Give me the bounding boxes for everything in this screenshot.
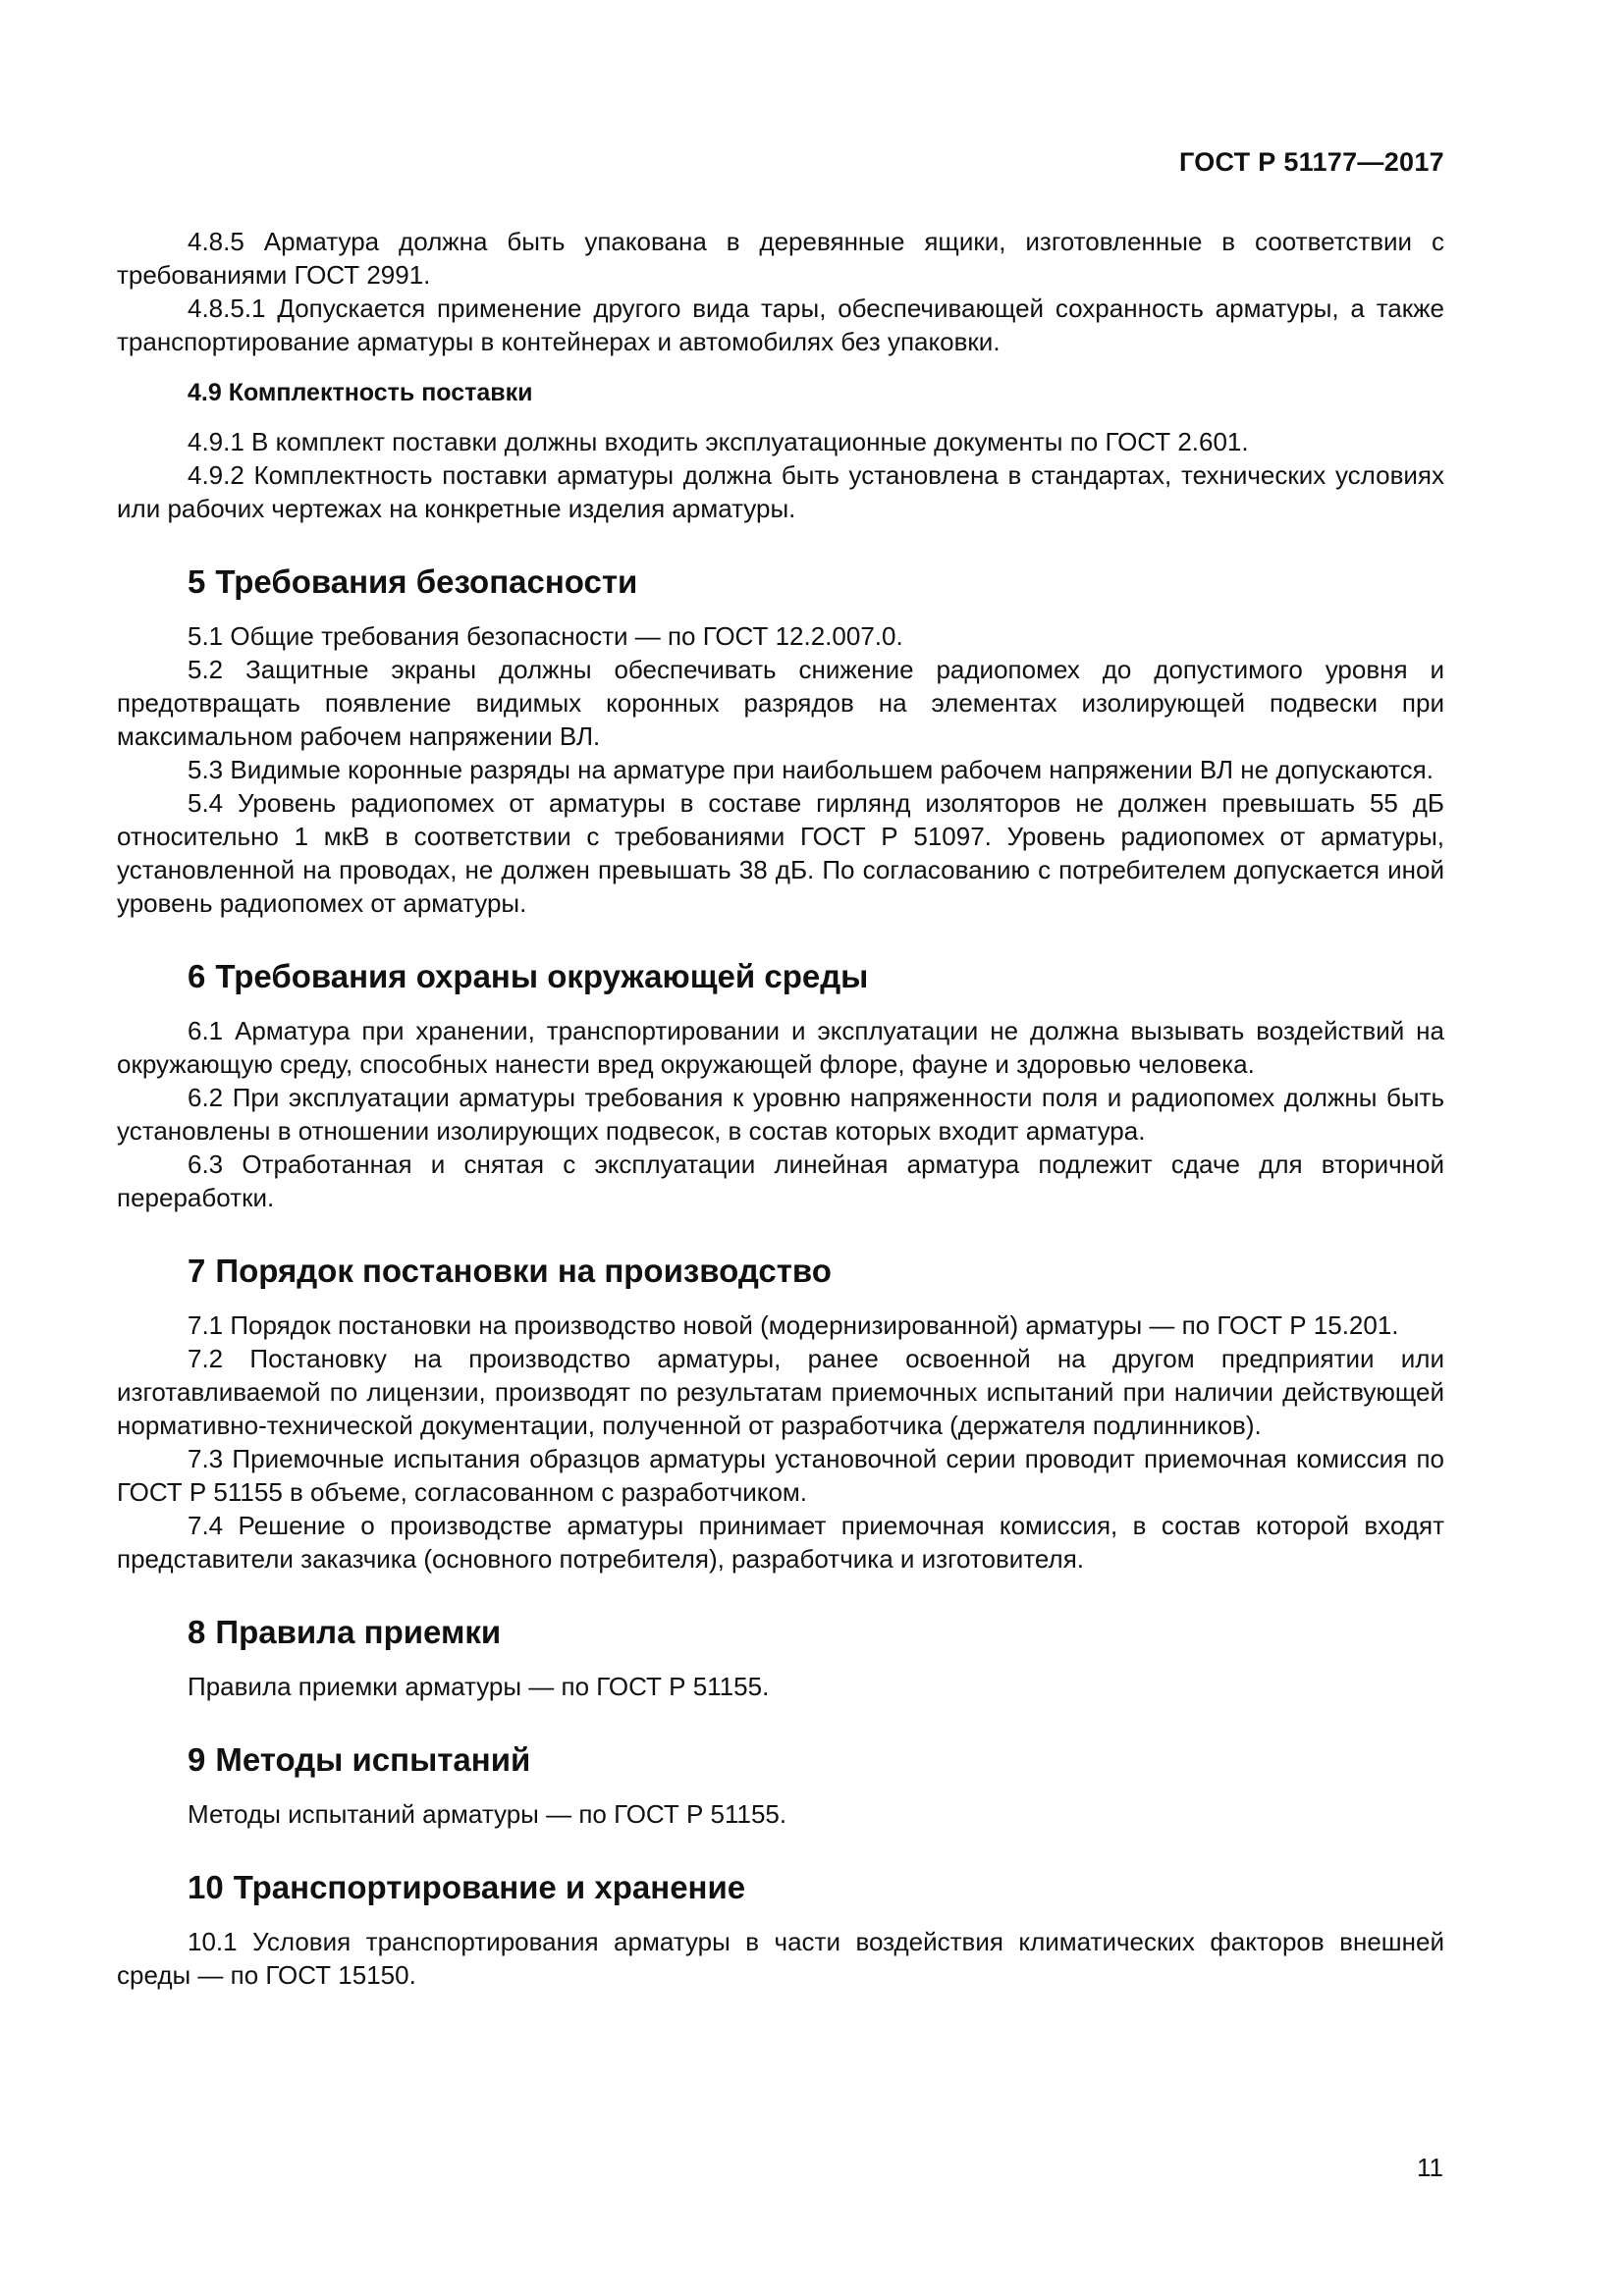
section-number: 9 [188,1741,206,1778]
paragraph-4-8-5-1: 4.8.5.1 Допускается применение другого вида тары, обеспечивающей сохранность арматуры, а также транспортирование арматуры в контейнерах и автомобилях без упаковки. [117,294,1444,356]
paragraph-4-9-1: 4.9.1 В комплект поставки должны входить эксплуатационные документы по ГОСТ 2.601. [188,427,1249,456]
paragraph-9: Методы испытаний арматуры — по ГОСТ Р 51155. [188,1799,787,1829]
page-number: 11 [1417,2153,1443,2182]
subsection-heading-4-9: 4.9 Комплектность поставки [188,379,533,406]
paragraph-5-2: 5.2 Защитные экраны должны обеспечивать снижение радиопомех до допустимого уровня и предотвращать появление видимых коронных разрядов на элементах изолирующей подвески при максимальном рабочем напряжении ВЛ. [117,655,1444,751]
section-heading-9 [117,1740,1444,1780]
section-number: 10 [188,1869,224,1905]
section-title: Методы испытаний [215,1741,531,1778]
section-title: Требования безопасности [215,563,638,600]
paragraph-5-3: 5.3 Видимые коронные разряды на арматуре при наибольшем рабочем напряжении ВЛ не допускаются. [188,755,1434,784]
section-title: Транспортирование и хранение [233,1869,746,1905]
paragraph-7-4: 7.4 Решение о производстве арматуры принимает приемочная комиссия, в состав которой входят представители заказчика (основного потребителя), разработчика и изготовителя. [117,1511,1444,1574]
paragraph-6-3: 6.3 Отработанная и снятая с эксплуатации линейная арматура подлежит сдаче для вторичной переработки. [117,1149,1444,1212]
paragraph-4-9-2: 4.9.2 Комплектность поставки арматуры должна быть установлена в стандартах, технических условиях или рабочих чертежах на конкретные изделия арматуры. [117,460,1444,523]
section-number: 8 [188,1614,206,1650]
section-number: 7 [188,1253,206,1289]
section-title: Требования охраны окружающей среды [215,958,869,994]
paragraph-5-1: 5.1 Общие требования безопасности — по ГОСТ 12.2.007.0. [188,621,903,651]
paragraph-8: Правила приемки арматуры — по ГОСТ Р 51155. [188,1672,770,1701]
paragraph-6-2: 6.2 При эксплуатации арматуры требования к уровню напряженности поля и радиопомех должны быть установлены в отношении изолирующих подвесок, в состав которых входит арматура. [117,1083,1444,1146]
section-heading-6 [117,957,1444,996]
paragraph-7-2: 7.2 Постановку на производство арматуры, ранее освоенной на другом предприятии или изготавливаемой по лицензии, производят по результатам приемочных испытаний при наличии действующей нормативно-технической документации, полученной от разработчика (держателя подлинников). [117,1344,1444,1440]
section-number: 6 [188,958,206,994]
section-number: 5 [188,563,206,600]
section-title: Правила приемки [215,1614,502,1650]
paragraph-6-1: 6.1 Арматура при хранении, транспортировании и эксплуатации не должна вызывать воздействий на окружающую среду, способных нанести вред окружающей флоре, фауне и здоровью человека. [117,1016,1444,1079]
document-body [117,225,1444,1992]
section-heading-10 [117,1868,1444,1907]
paragraph-7-3: 7.3 Приемочные испытания образцов арматуры установочной серии проводит приемочная комиссия по ГОСТ Р 51155 в объеме, согласованном с разработчиком. [117,1444,1444,1507]
paragraph-4-8-5: 4.8.5 Арматура должна быть упакована в деревянные ящики, изготовленные в соответствии с требованиями ГОСТ 2991. [117,227,1444,290]
document-code-header: ГОСТ Р 51177—2017 [1178,147,1444,177]
section-heading-7 [117,1252,1444,1291]
paragraph-5-4: 5.4 Уровень радиопомех от арматуры в составе гирлянд изоляторов не должен превышать 55 дБ относительно 1 мкВ в соответствии с требованиями ГОСТ Р 51097. Уровень радиопомех от арматуры, установленной на проводах, не должен превышать 38 дБ. По согласованию с потребителем допускается иной уровень радиопомех от арматуры. [117,788,1444,918]
section-title: Порядок постановки на производство [215,1253,832,1289]
paragraph-7-1: 7.1 Порядок постановки на производство новой (модернизированной) арматуры — по ГОСТ Р 15.201. [188,1310,1399,1340]
paragraph-10-1: 10.1 Условия транспортирования арматуры в части воздействия климатических факторов внешней среды — по ГОСТ 15150. [117,1927,1444,1990]
section-heading-8 [117,1613,1444,1652]
section-heading-5 [117,562,1444,602]
